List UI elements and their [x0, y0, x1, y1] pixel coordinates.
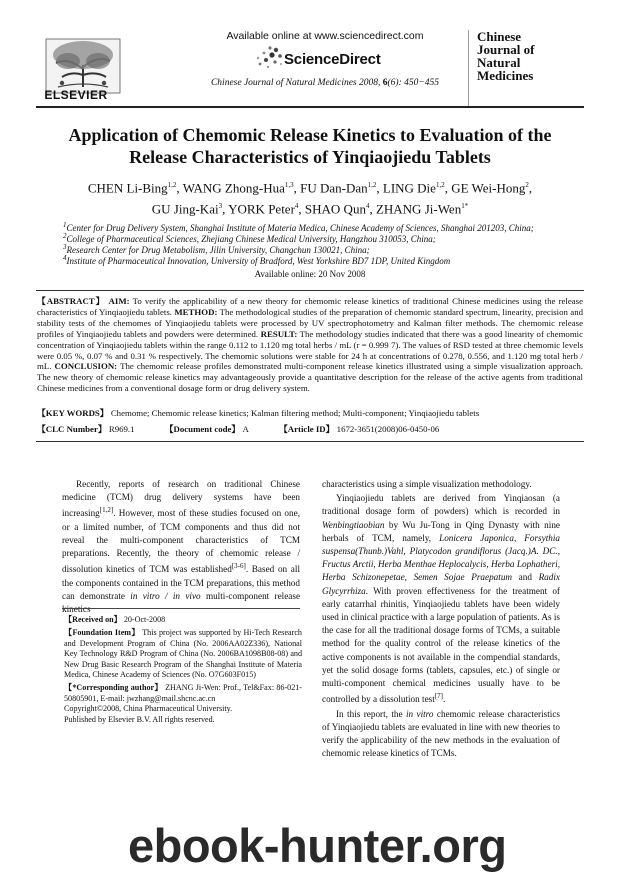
body-paragraph: Yinqiaojiedu tablets are derived from Yinqiaosan (a traditional dosage form of powders) which is recorded in Wenbingtiaobian by Wu Ju-Tong in Qing Dynasty with nine herbals of TCM, namely, Lonicera Japonica, Forsythia suspensa(Thunb.)Vahl, Platycodon grandiflorus (Jacq.)A. DC., Fructus Arctii, Herba Menthae Heplocalycis, Herba Lophatheri, Herba Schizonepetae, Semen Sojae Praepatum and Radix Glycyrrhiza. With proven effectiveness for the treatment of early catarrhal rhinitis, Yinqiaojiedu tablets have been widely used in clinical practice with a large population of patients. As is the case for all the traditional dosage forms of TCMs, a suitable method for the quality control of the release kinetics of the active components is not available in the compendial standards, yet the solid dosage forms (tablets, capsules, etc.) of single or multi-component chemical medicines usually have to be controlled by a dissolution test[7].: [322, 493, 561, 705]
body-paragraph: characteristics using a simple visualization methodology.: [322, 479, 532, 489]
journal-name-line: Chinese: [477, 29, 522, 44]
abstract-bottom-rule: [36, 441, 584, 442]
body-right-column: [322, 478, 560, 761]
author-list: CHEN Li-Bing$^{1,2}$, WANG Zhong-Hua$^{1,3}$, FU Dan-Dan$^{1,2}$, LING Die$^{1,2}$, GE Wei-Hong$^2$, GU Jing-Kai$^3$, YORK Peter$^4$, SHAO Qun$^4$, ZHANG Ji-Wen$^{1*}$: [87, 180, 533, 217]
affiliation: $^4$Institute of Pharmaceutical Innovation, University of Bradford, West Yorkshire BD7 1DP, United Kingdom: [63, 254, 451, 266]
journal-name-box: [468, 30, 584, 108]
sciencedirect-dots-icon: [246, 44, 286, 70]
affiliation: $^1$Center for Drug Delivery System, Shanghai Institute of Materia Medica, Chinese Academy of Sciences, Shanghai 201203, China;: [63, 221, 534, 233]
journal-name-line: Natural: [477, 55, 521, 70]
journal-citation: Chinese Journal of Natural Medicines 2008, 6(6): 450−455: [210, 78, 440, 88]
body-left-column: [62, 478, 300, 617]
footnote-rule: [62, 608, 300, 609]
keywords: 【KEY WORDS】 Chemome; Chemomic release kinetics; Kalman filtering method; Multi-component; Yinqiaojiedu tablets: [37, 408, 480, 418]
affiliation: $^3$Research Center for Drug Metabolism, Jilin University, Changchun 130021, China;: [63, 243, 370, 255]
abstract-top-rule: [36, 290, 584, 291]
publisher-name: ELSEVIER: [44, 88, 108, 102]
body-paragraph: In this report, the in vitro chemomic release characteristics of Yinqiaojiedu tablets are evaluated in line with new theories to verify the applicability of the new methods in the evaluation of chemomic release kinetics of TCMs.: [322, 708, 560, 759]
header-divider: [36, 106, 584, 108]
available-online-date: Available online: 20 Nov 2008: [254, 269, 366, 279]
journal-name-line: Medicines: [477, 68, 534, 83]
affiliation: $^2$College of Pharmaceutical Sciences, Zhejiang Chinese Medical University, Hangzhou 310053, China;: [63, 232, 436, 244]
watermark-text: ebook-hunter.org: [128, 819, 507, 872]
article-title: Application of Chemomic Release Kinetics to Evaluation of the Release Characteristics of Yinqiaojiedu Tablets: [68, 125, 552, 167]
journal-name-line: Journal of: [477, 42, 535, 57]
footnotes: 【Received on】 20-Oct-2008 【Foundation Item】 This project was supported by Hi-Tech Research and Development Program of China (No. 2006AA02Z336), National Key Technology R&D Program of China (No. 2006BA1098B08-08) and New Drug Basic Research Program of the Shanghai Institute of Materia Medica, Chinese Academy of Sciences (No. O7G603F015) 【*Corresponding author】 ZHANG Ji-Wen: Prof., Tel&Fax: 86-021-50805901, E-mail: jwzhang@mail.shcnc.ac.cn Copyright©2008, China Pharmaceutical University. Published by Elsevier B.V. All rights reserved.: [64, 615, 302, 724]
sciencedirect-wordmark: ScienceDirect: [284, 51, 381, 68]
classification-row: 【CLC Number】 R969.1 【Document code】 A 【Article ID】 1672-3651(2008)06-0450-06: [37, 424, 440, 434]
abstract: 【ABSTRACT】 AIM: To verify the applicability of a new theory for chemomic release kinetics of traditional Chinese medicines using the release characteristics of Yinqiaojiedu tablets. METHOD: The methodological studies of the preparation of chemomic standard spectrum, linearity, precision and stability tests of the chemomes of Yinqiaojiedu tablets were processed by UV spectrophotometry and Kalman filter methods. The chemomic release profiles of Yinqiaojiedu tablets and powders were determined. RESULT: The methodology studies indicated that there was a good linearity of chemomic concentration of Yinqiaojiedu tablets within the range 0.112 to 1.120 mg total herbs / mL (r = 0.999 7). The values of RSD tested at three chemomic levels were 0.05 %, 0.07 % and 0.31 % respectively. The chemomic solutions were stable for 24 h at concentrations of 0.278, 0.556, and 1.120 mg total herb / mL. CONCLUSION: The chemomic release profiles demonstrated multi-component release kinetics illustrated using a simple visualization approach. The new theory of chemomic release kinetics may advantageously provide a quantitative description for the release of the active agents from traditional Chinese medicines from a conventional dosage form or drug delivery system.: [37, 296, 584, 394]
available-online-banner[interactable]: Available online at www.sciencedirect.com: [226, 30, 424, 42]
body-paragraph: Recently, reports of research on traditional Chinese medicine (TCM) drug delivery systems have been increasing[1,2]. However, most of these studies focused on one, or a limited number, of TCM components and thus did not reveal the multi-component characteristics of TCM preparations. Recently, the theory of chemomic release / dissolution kinetics of TCM was established[3-6]. Based on all the components contained in the TCM preparations, this method can demonstrate in vitro / in vivo multi-component release kinetics: [62, 479, 301, 614]
